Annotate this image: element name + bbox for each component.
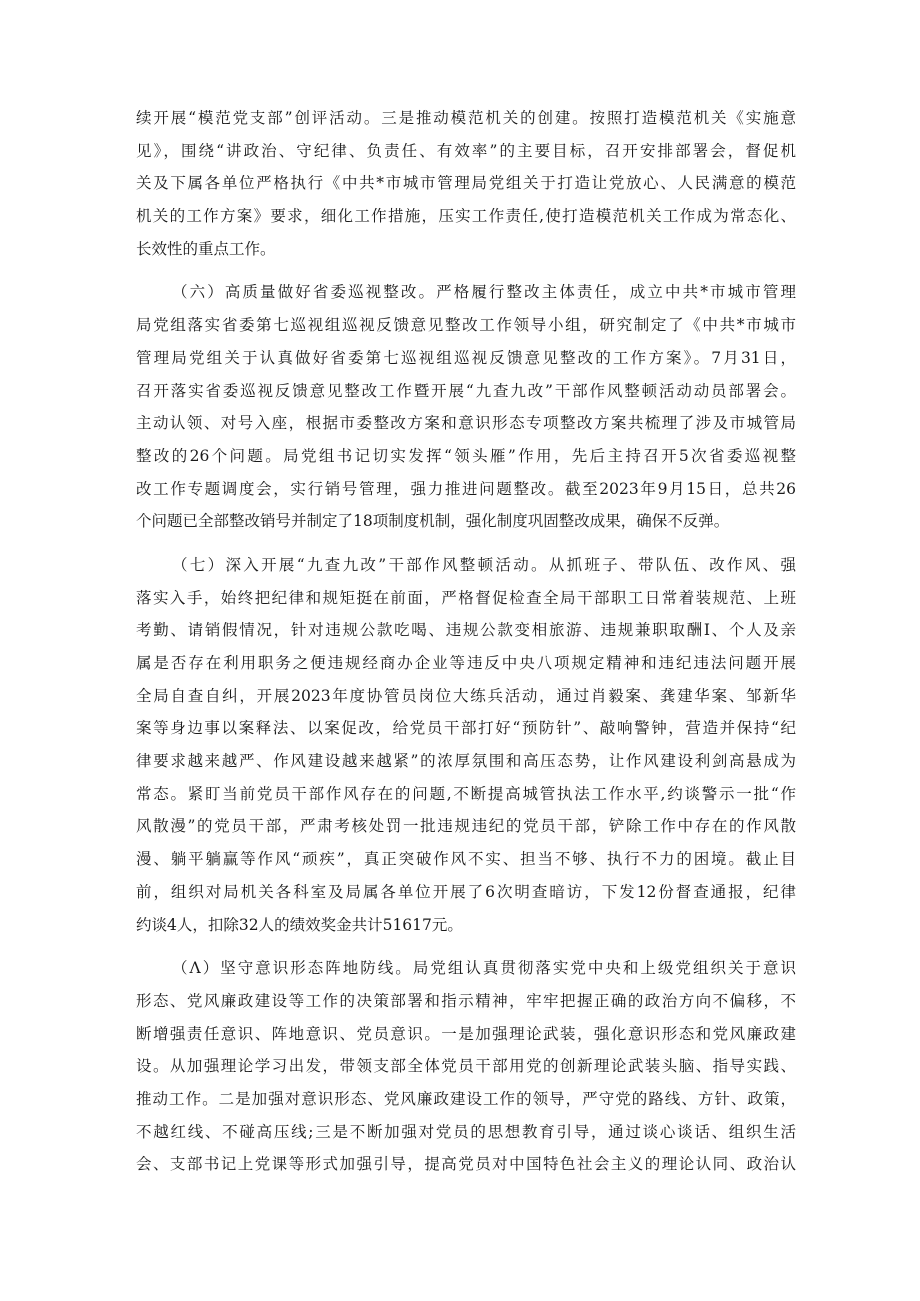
- text-line: 形态、党风廉政建设等工作的决策部署和指示精神，牢牢把握正确的政治方向不偏移，不: [136, 991, 796, 1010]
- text-line: 前，组织对局机关各科室及局属各单位开展了6次明查暗访，下发12份督查通报，纪律: [136, 882, 796, 901]
- text-line: 管理局党组关于认真做好省委第七巡视组巡视反馈意见整改的工作方案》。7月31日，: [136, 348, 796, 367]
- text-line: 案等身边事以案释法、以案促改，给党员干部打好“预防针”、敲响警钟，营造并保持“纪: [136, 719, 796, 738]
- text-line: 漫、躺平躺赢等作风“顽疾”，真正突破作风不实、担当不够、执行不力的困境。截止目: [136, 850, 796, 869]
- text-line: 整改的26个问题。局党组书记切实发挥“领头雁”作用，先后主持召开5次省委巡视整: [136, 446, 796, 465]
- text-line: 长效性的重点工作。: [136, 239, 276, 258]
- text-line: 局党组落实省委第七巡视组巡视反馈意见整改工作领导小组，研究制定了《中共*市城市: [136, 316, 796, 335]
- paragraph-inspection-rectification: [136, 281, 796, 533]
- text-line: （Λ）坚守意识形态阵地防线。局党组认真贯彻落实党中央和上级党组织关于意识: [172, 959, 796, 978]
- text-line: 属是否存在利用职务之便违规经商办企业等违反中央八项规定精神和违纪违法问题开展: [136, 654, 796, 672]
- text-line: 个问题已全部整改销号并制定了18项制度机制，强化制度巩固整改成果，确保不反弹。: [136, 512, 730, 531]
- text-line: 见》，围绕“讲政治、守纪律、负责任、有效率”的主要目标，召开安排部署会，督促机: [136, 141, 796, 160]
- text-line: 改工作专题调度会，实行销号管理，强力推进问题整改。截至2023年9月15日，总共26: [136, 479, 796, 498]
- document-page: [136, 107, 796, 1186]
- text-line: 风散漫”的党员干部，严肃考核处罚一批违规违纪的党员干部，铲除工作中存在的作风散: [136, 817, 796, 836]
- text-line: （七）深入开展“九查九改”干部作风整顿活动。从抓班子、带队伍、改作风、强: [172, 555, 796, 574]
- text-line: 召开落实省委巡视反馈意见整改工作暨开展“九查九改”干部作风整顿活动动员部署会。: [136, 381, 796, 400]
- text-line: 推动工作。二是加强对意识形态、党风廉政建设工作的领导，严守党的路线、方针、政策，: [136, 1089, 796, 1108]
- text-line: 落实入手，始终把纪律和规矩挺在前面，严格督促检查全局干部职工日常着装规范、上班: [136, 588, 796, 607]
- text-line: 不越红线、不碰高压线;三是不断加强对党员的思想教育引导，通过谈心谈话、组织生活: [136, 1122, 796, 1141]
- text-line: 律要求越来越严、作风建设越来越紧”的浓厚氛围和高压态势，让作风建设利剑高悬成为: [136, 752, 796, 771]
- text-line: 设。从加强理论学习出发，带领支部全体党员干部用党的创新理论武装头脑、指导实践、: [136, 1057, 796, 1076]
- text-line: 断增强责任意识、阵地意识、党员意识。一是加强理论武装，强化意识形态和党风廉政建: [136, 1024, 796, 1043]
- text-line: 机关的工作方案》要求，细化工作措施，压实工作责任,使打造模范机关工作成为常态化、: [136, 207, 796, 226]
- text-line: 续开展“模范党支部”创评活动。三是推动模范机关的创建。按照打造模范机关《实施意: [136, 109, 796, 127]
- text-line: 考勤、请销假情况，针对违规公款吃喝、违规公款变相旅游、违规兼职取酬I、个人及亲: [136, 621, 796, 640]
- text-line: 约谈4人，扣除32人的绩效奖金共计51617元。: [136, 915, 463, 934]
- paragraph-model-branch: [136, 107, 796, 261]
- text-line: 会、支部书记上党课等形式加强引导，提高党员对中国特色社会主义的理论认同、政治认: [136, 1155, 796, 1174]
- text-line: 全局自查自纠，开展2023年度协管员岗位大练兵活动，通过肖毅案、龚建华案、邹新华: [136, 686, 796, 705]
- paragraph-work-style-rectification: [136, 554, 796, 937]
- paragraph-ideology-defense: [136, 957, 796, 1176]
- text-line: （六）高质量做好省委巡视整改。严格履行整改主体责任，成立中共*市城市管理: [172, 283, 796, 302]
- text-line: 主动认领、对号入座，根据市委整改方案和意识形态专项整改方案共梳理了涉及市城管局: [136, 414, 796, 433]
- text-line: 关及下属各单位严格执行《中共*市城市管理局党组关于打造让党放心、人民满意的模范: [136, 174, 796, 193]
- text-line: 常态。紧盯当前党员干部作风存在的问题,不断提高城管执法工作水平,约谈警示一批“作: [136, 784, 796, 803]
